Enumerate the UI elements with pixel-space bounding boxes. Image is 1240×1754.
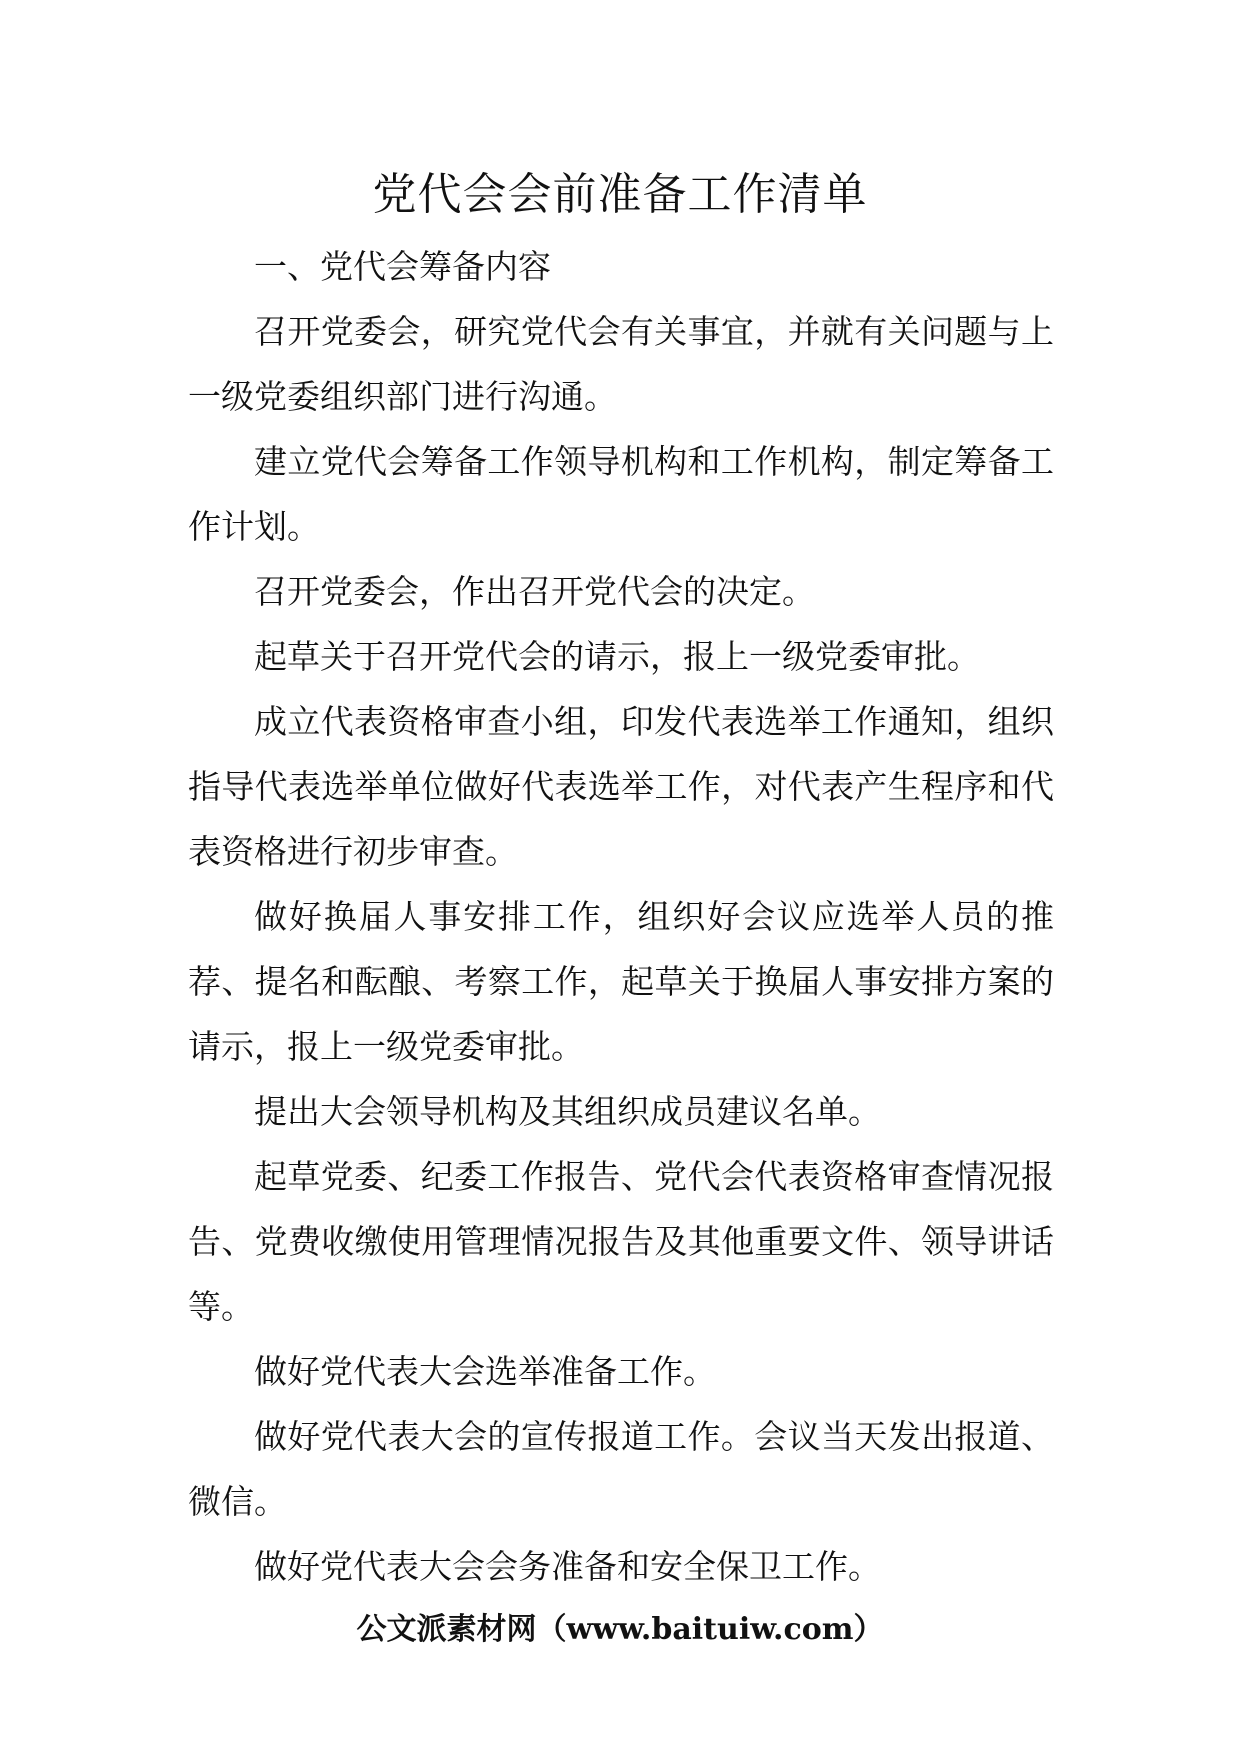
paragraph: 召开党委会，研究党代会有关事宜，并就有关问题与上一级党委组织部门进行沟通。 (188, 312, 1054, 416)
document-body (188, 234, 1054, 1599)
paragraph: 起草关于召开党代会的请示，报上一级党委审批。 (254, 637, 980, 676)
paragraph: 建立党代会筹备工作领导机构和工作机构，制定筹备工作计划。 (188, 442, 1054, 546)
paragraph: 做好换届人事安排工作，组织好会议应选举人员的推荐、提名和酝酿、考察工作，起草关于换届人事安排方案的请示，报上一级党委审批。 (188, 897, 1054, 1066)
section-heading: 一、党代会筹备内容 (254, 247, 551, 286)
document-title: 党代会会前准备工作清单 (372, 169, 868, 220)
paragraph: 召开党委会，作出召开党代会的决定。 (254, 572, 815, 611)
paragraph: 成立代表资格审查小组，印发代表选举工作通知，组织指导代表选举单位做好代表选举工作，对代表产生程序和代表资格进行初步审查。 (188, 702, 1054, 871)
paragraph: 做好党代表大会会务准备和安全保卫工作。 (254, 1547, 881, 1586)
paragraph: 做好党代表大会选举准备工作。 (254, 1352, 716, 1391)
paragraph: 起草党委、纪委工作报告、党代会代表资格审查情况报告、党费收缴使用管理情况报告及其他重要文件、领导讲话等。 (188, 1157, 1054, 1326)
paragraph: 做好党代表大会的宣传报道工作。会议当天发出报道、微信。 (188, 1417, 1054, 1521)
footer-source: 公文派素材网（www.baituiw.com） (356, 1612, 884, 1647)
paragraph: 提出大会领导机构及其组织成员建议名单。 (254, 1092, 881, 1131)
